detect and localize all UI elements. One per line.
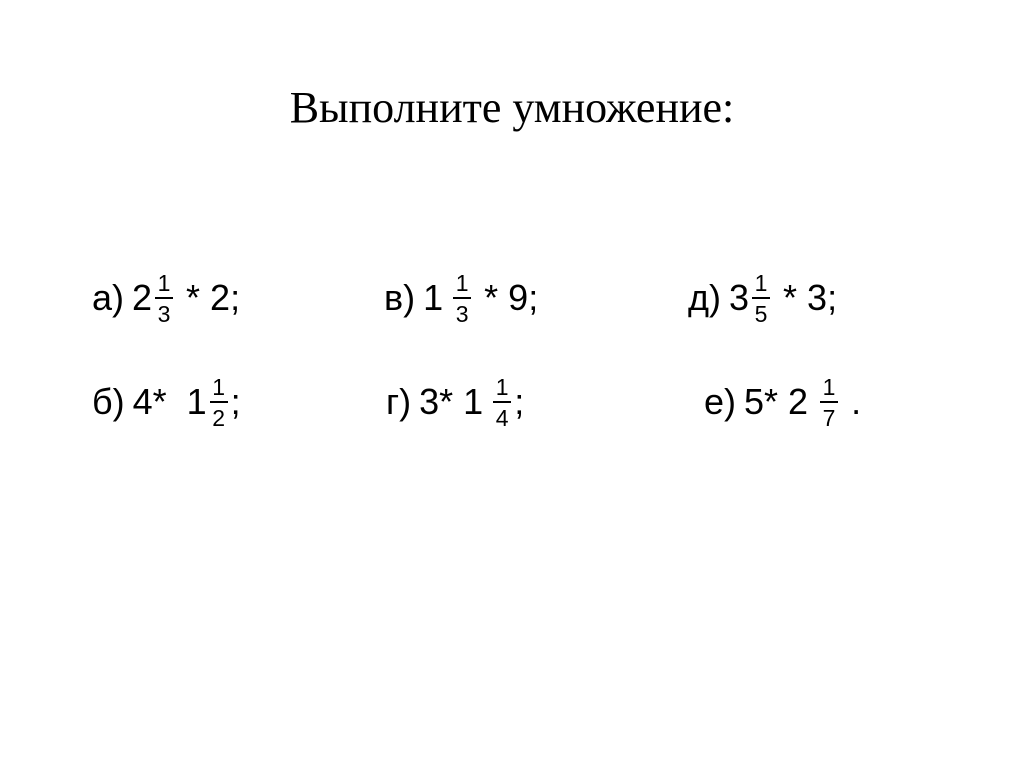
problem-label: д)	[688, 277, 721, 318]
whole-part: 4* 1	[132, 381, 207, 422]
whole-part: 1	[423, 277, 444, 318]
denominator: 2	[212, 404, 226, 431]
problem-a	[92, 263, 240, 333]
problem-d	[688, 263, 837, 333]
denominator: 3	[157, 300, 171, 327]
slide-title: Выполните умножение:	[289, 83, 735, 132]
multiplier: * 9;	[474, 277, 539, 318]
multiplier: * 3;	[773, 277, 838, 318]
numerator: 1	[495, 373, 509, 400]
fraction-bar	[155, 297, 173, 299]
fraction-bar	[752, 297, 770, 299]
problem-label: г)	[386, 381, 412, 422]
fraction	[155, 270, 173, 327]
whole-part: 5* 2	[744, 381, 809, 422]
problem-e	[704, 367, 861, 437]
denominator: 3	[455, 300, 469, 327]
problem-label: е)	[704, 381, 737, 422]
whole-part: 3	[729, 277, 750, 318]
terminator: .	[841, 381, 862, 422]
fraction-bar	[493, 401, 511, 403]
problem-g	[386, 367, 524, 437]
problem-label: б)	[92, 381, 125, 422]
fraction-bar	[820, 401, 838, 403]
fraction-bar	[453, 297, 471, 299]
fraction	[453, 270, 471, 327]
numerator: 1	[822, 373, 836, 400]
denominator: 4	[495, 404, 509, 431]
problem-label: в)	[384, 277, 416, 318]
numerator: 1	[754, 269, 768, 296]
fraction	[493, 374, 511, 431]
fraction	[752, 270, 770, 327]
fraction	[210, 374, 228, 431]
fraction-bar	[210, 401, 228, 403]
terminator: ;	[514, 381, 525, 422]
problem-b	[92, 367, 241, 437]
problem-label: а)	[92, 277, 125, 318]
denominator: 7	[822, 404, 836, 431]
whole-part: 3* 1	[419, 381, 484, 422]
numerator: 1	[455, 269, 469, 296]
denominator: 5	[754, 300, 768, 327]
fraction	[820, 374, 838, 431]
numerator: 1	[212, 373, 226, 400]
problem-v	[384, 263, 538, 333]
multiplier: * 2;	[176, 277, 241, 318]
terminator: ;	[230, 381, 241, 422]
whole-part: 2	[132, 277, 153, 318]
numerator: 1	[157, 269, 171, 296]
